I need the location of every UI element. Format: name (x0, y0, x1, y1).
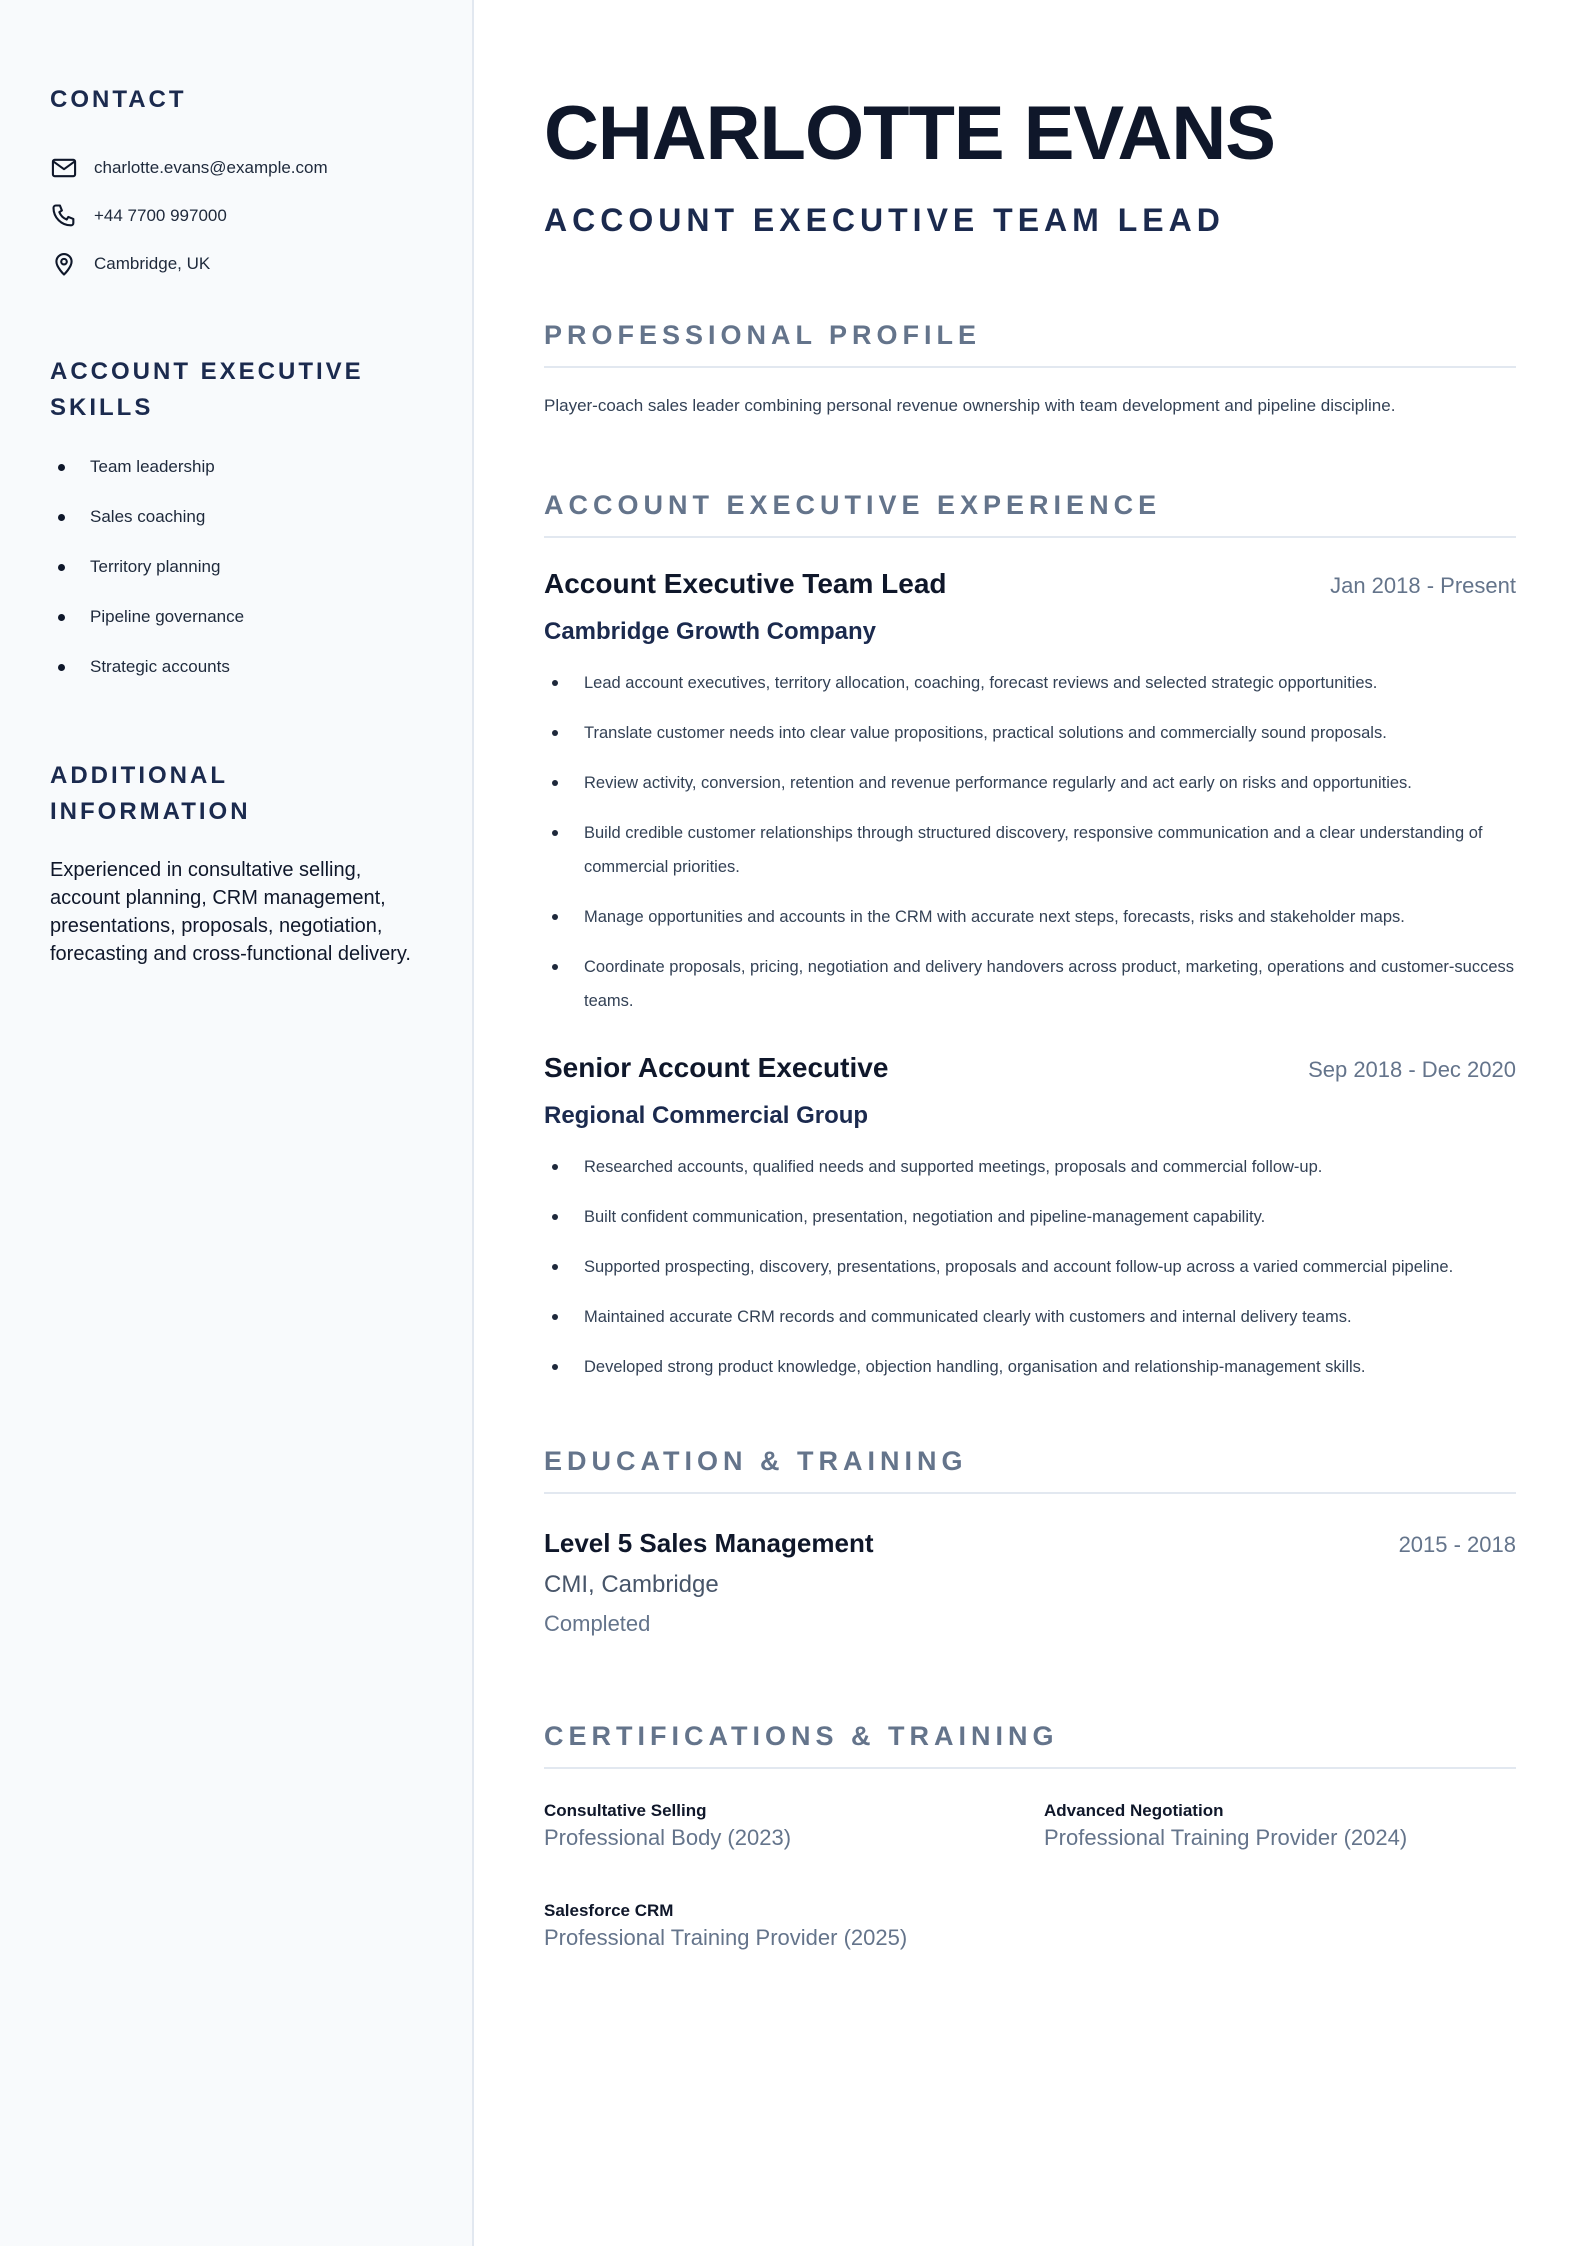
education-dates: 2015 - 2018 (1398, 1532, 1516, 1557)
certification-item (1044, 1801, 1516, 1851)
job-bullet: Researched accounts, qualified needs and supported meetings, proposals and commercial follow-up. (544, 1150, 1516, 1184)
job-bullet: Built confident communication, presentation, negotiation and pipeline-management capability. (544, 1200, 1516, 1234)
candidate-role: ACCOUNT EXECUTIVE TEAM LEAD (544, 202, 1225, 238)
job-title: Account Executive Team Lead (544, 568, 947, 599)
certification-issuer: Professional Body (2023) (544, 1825, 792, 1850)
additional-heading: ADDITIONAL INFORMATION (50, 762, 251, 825)
contact-location-row (50, 240, 422, 288)
contact-location: Cambridge, UK (94, 254, 211, 273)
job-bullets (544, 1150, 1516, 1384)
skills-section (50, 354, 422, 702)
education-section (544, 1444, 1516, 1637)
skill-item: Pipeline governance (50, 602, 422, 652)
profile-text: Player-coach sales leader combining personal revenue ownership with team development and pipeline discipline. (544, 396, 1396, 415)
job-bullet: Lead account executives, territory allocation, coaching, forecast reviews and selected strategic opportunities. (544, 666, 1516, 700)
experience-section (544, 488, 1516, 1384)
education-title: Level 5 Sales Management (544, 1528, 874, 1558)
contact-email-row (50, 144, 422, 192)
education-institution: CMI, Cambridge (544, 1571, 719, 1598)
skills-heading (50, 354, 422, 426)
certifications-grid (544, 1801, 1516, 1951)
job-bullets (544, 666, 1516, 1018)
contact-phone[interactable]: +44 7700 997000 (94, 206, 227, 225)
certification-name: Consultative Selling (544, 1801, 707, 1820)
candidate-name: CHARLOTTE EVANS (544, 91, 1275, 176)
certification-item (544, 1901, 1044, 1951)
contact-phone-row (50, 192, 422, 240)
certification-issuer: Professional Training Provider (2025) (544, 1925, 908, 1950)
contact-email[interactable]: charlotte.evans@example.com (94, 158, 328, 177)
map-pin-icon (50, 250, 78, 278)
job-dates: Jan 2018 - Present (1330, 573, 1516, 598)
certification-name: Advanced Negotiation (1044, 1801, 1224, 1820)
education-heading: EDUCATION & TRAINING (544, 1444, 1516, 1494)
education-status: Completed (544, 1611, 651, 1636)
job-entry (544, 568, 1516, 1018)
skill-item: Team leadership (50, 452, 422, 502)
job-entry (544, 1052, 1516, 1384)
job-bullet: Build credible customer relationships through structured discovery, responsive communication and a clear understanding of commercial priorities. (544, 816, 1516, 884)
contact-heading: CONTACT (50, 86, 187, 113)
profile-section (544, 318, 1516, 418)
job-bullet: Manage opportunities and accounts in the CRM with accurate next steps, forecasts, risks and stakeholder maps. (544, 900, 1516, 934)
job-bullet: Translate customer needs into clear value propositions, practical solutions and commercially sound proposals. (544, 716, 1516, 750)
contact-section (50, 82, 422, 288)
profile-heading: PROFESSIONAL PROFILE (544, 318, 1516, 368)
phone-icon (50, 202, 78, 230)
certification-issuer: Professional Training Provider (2024) (1044, 1825, 1408, 1850)
sidebar (0, 0, 474, 2246)
job-bullet: Developed strong product knowledge, objection handling, organisation and relationship-management skills. (544, 1350, 1516, 1384)
job-company: Regional Commercial Group (544, 1102, 869, 1129)
mail-icon (50, 154, 78, 182)
skill-item: Territory planning (50, 552, 422, 602)
skills-heading-line1: ACCOUNT EXECUTIVE (50, 358, 364, 385)
skills-list (50, 452, 422, 702)
certification-item (544, 1801, 1044, 1851)
job-company: Cambridge Growth Company (544, 618, 877, 645)
main-content (474, 0, 1588, 2246)
education-entry (544, 1528, 1516, 1637)
job-bullet: Supported prospecting, discovery, presentations, proposals and account follow-up across a varied commercial pipeline. (544, 1250, 1516, 1284)
job-bullet: Coordinate proposals, pricing, negotiation and delivery handovers across product, marketing, operations and customer-success teams. (544, 950, 1516, 1018)
job-bullet: Review activity, conversion, retention and revenue performance regularly and act early on risks and opportunities. (544, 766, 1516, 800)
job-title: Senior Account Executive (544, 1052, 889, 1083)
experience-heading: ACCOUNT EXECUTIVE EXPERIENCE (544, 488, 1516, 538)
skill-item: Strategic accounts (50, 652, 422, 702)
job-bullet: Maintained accurate CRM records and communicated clearly with customers and internal delivery teams. (544, 1300, 1516, 1334)
skills-heading-line2: SKILLS (50, 394, 154, 421)
certifications-section (544, 1719, 1516, 1951)
job-dates: Sep 2018 - Dec 2020 (1308, 1057, 1516, 1082)
skill-item: Sales coaching (50, 502, 422, 552)
additional-section (50, 758, 422, 968)
additional-text: Experienced in consultative selling, account planning, CRM management, presentations, proposals, negotiation, forecasting and cross-functional delivery. (50, 859, 411, 965)
certifications-heading: CERTIFICATIONS & TRAINING (544, 1719, 1516, 1769)
certification-name: Salesforce CRM (544, 1901, 674, 1920)
